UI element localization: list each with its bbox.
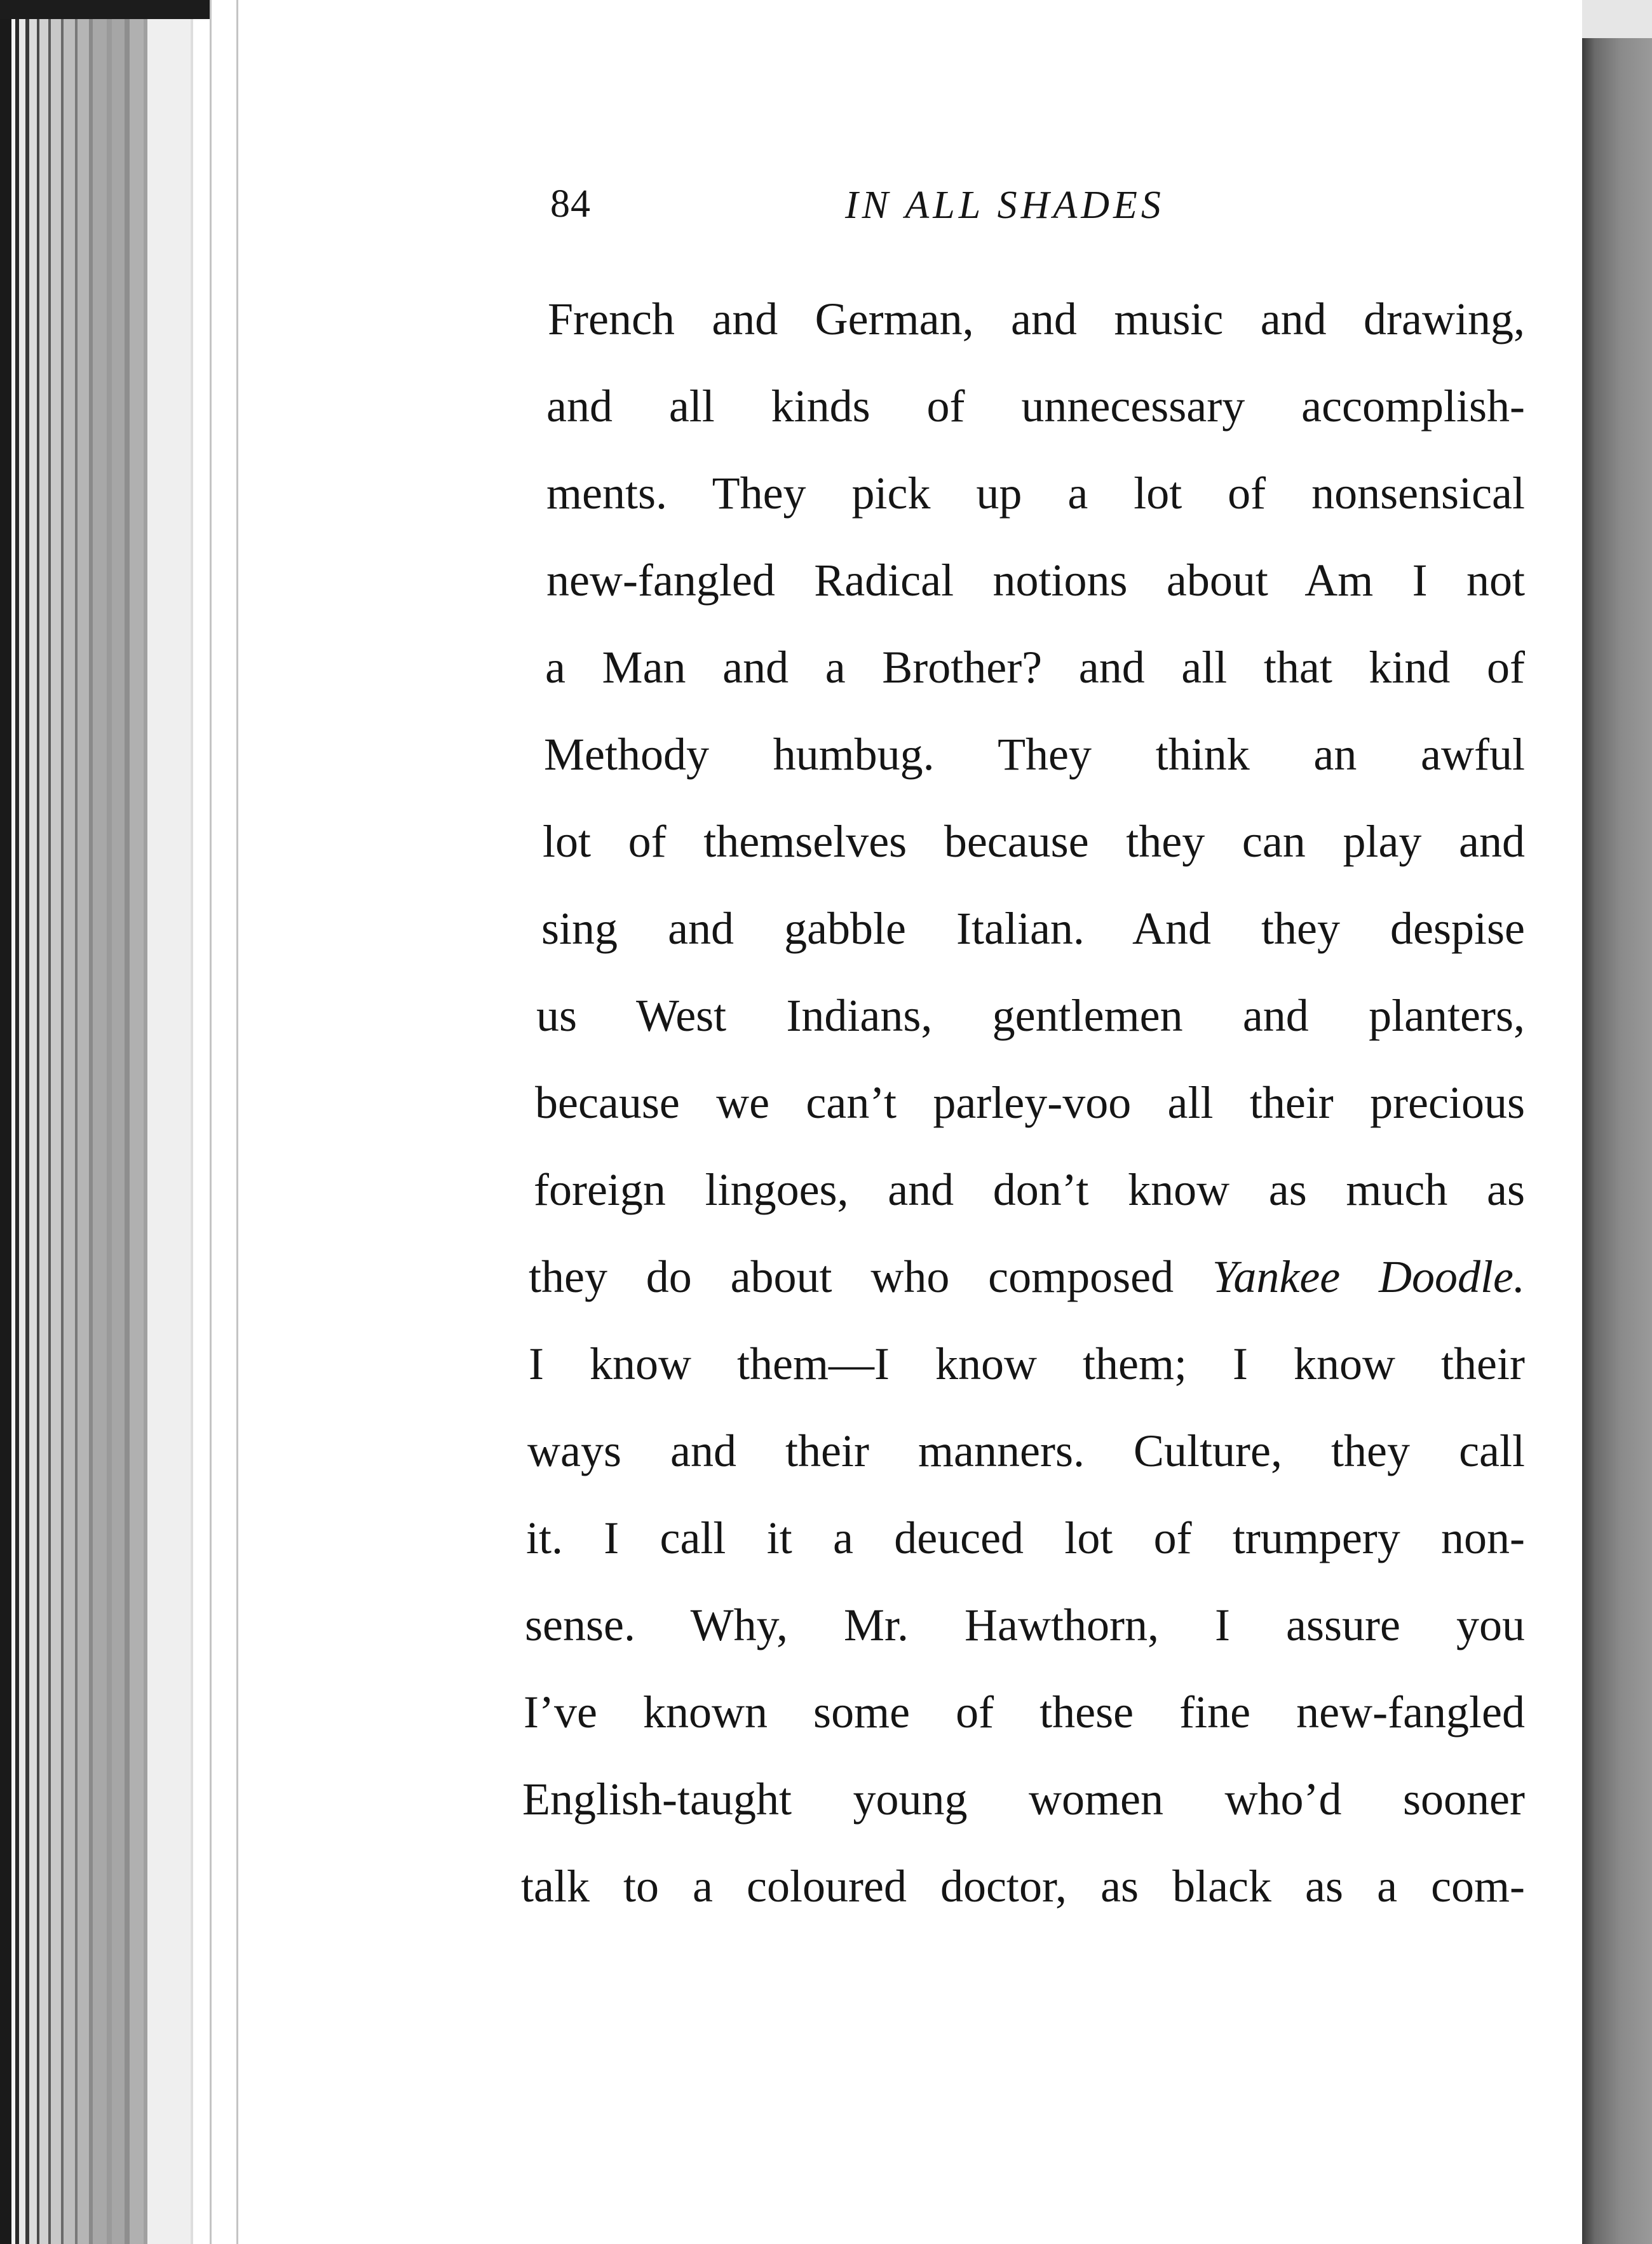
text-line: us West Indians, gentlemen and planters,: [536, 990, 1525, 1041]
text-line: foreign lingoes, and don’t know as much as: [534, 1164, 1525, 1215]
text-line: ways and their manners. Culture, they call: [527, 1425, 1525, 1476]
page-number: 84: [550, 182, 591, 226]
scanner-edge: [1582, 0, 1652, 2244]
text-line: new-fangled Radical notions about Am I not: [546, 555, 1525, 606]
page-edge-line: [210, 0, 212, 2244]
text-line: they do about who composed Yankee Doodle.: [529, 1251, 1525, 1302]
top-shadow-band: [0, 0, 210, 19]
text-line: ments. They pick up a lot of nonsensical: [546, 468, 1525, 519]
text-line: I know them—I know them; I know their: [529, 1338, 1525, 1389]
text-line: it. I call it a deuced lot of trumpery non-: [526, 1513, 1525, 1563]
text-line: talk to a coloured doctor, as black as a com-: [521, 1861, 1525, 1912]
text-line: lot of themselves because they can play and: [543, 816, 1525, 867]
text-line: French and German, and music and drawing,: [548, 294, 1525, 344]
running-head: IN ALL SHADES: [845, 184, 1165, 227]
scanner-edge-top: [1582, 0, 1652, 38]
text-line: Methody humbug. They think an awful: [544, 729, 1525, 780]
page-edge-stack: [0, 0, 241, 2244]
text-line: because we can’t parley-voo all their precious: [535, 1077, 1525, 1128]
text-line: and all kinds of unnecessary accomplish-: [546, 381, 1525, 432]
text-line: a Man and a Brother? and all that kind of: [545, 642, 1525, 693]
italic-title: Yankee Doodle.: [1212, 1251, 1525, 1302]
text-line: English-taught young women who’d sooner: [522, 1774, 1525, 1825]
text-line: sense. Why, Mr. Hawthorn, I assure you: [525, 1600, 1525, 1650]
body-text: [521, 294, 1525, 1948]
text-line: I’ve known some of these fine new-fangled: [524, 1687, 1525, 1737]
page-edge-line: [236, 0, 238, 2244]
text-line: sing and gabble Italian. And they despise: [541, 903, 1525, 954]
